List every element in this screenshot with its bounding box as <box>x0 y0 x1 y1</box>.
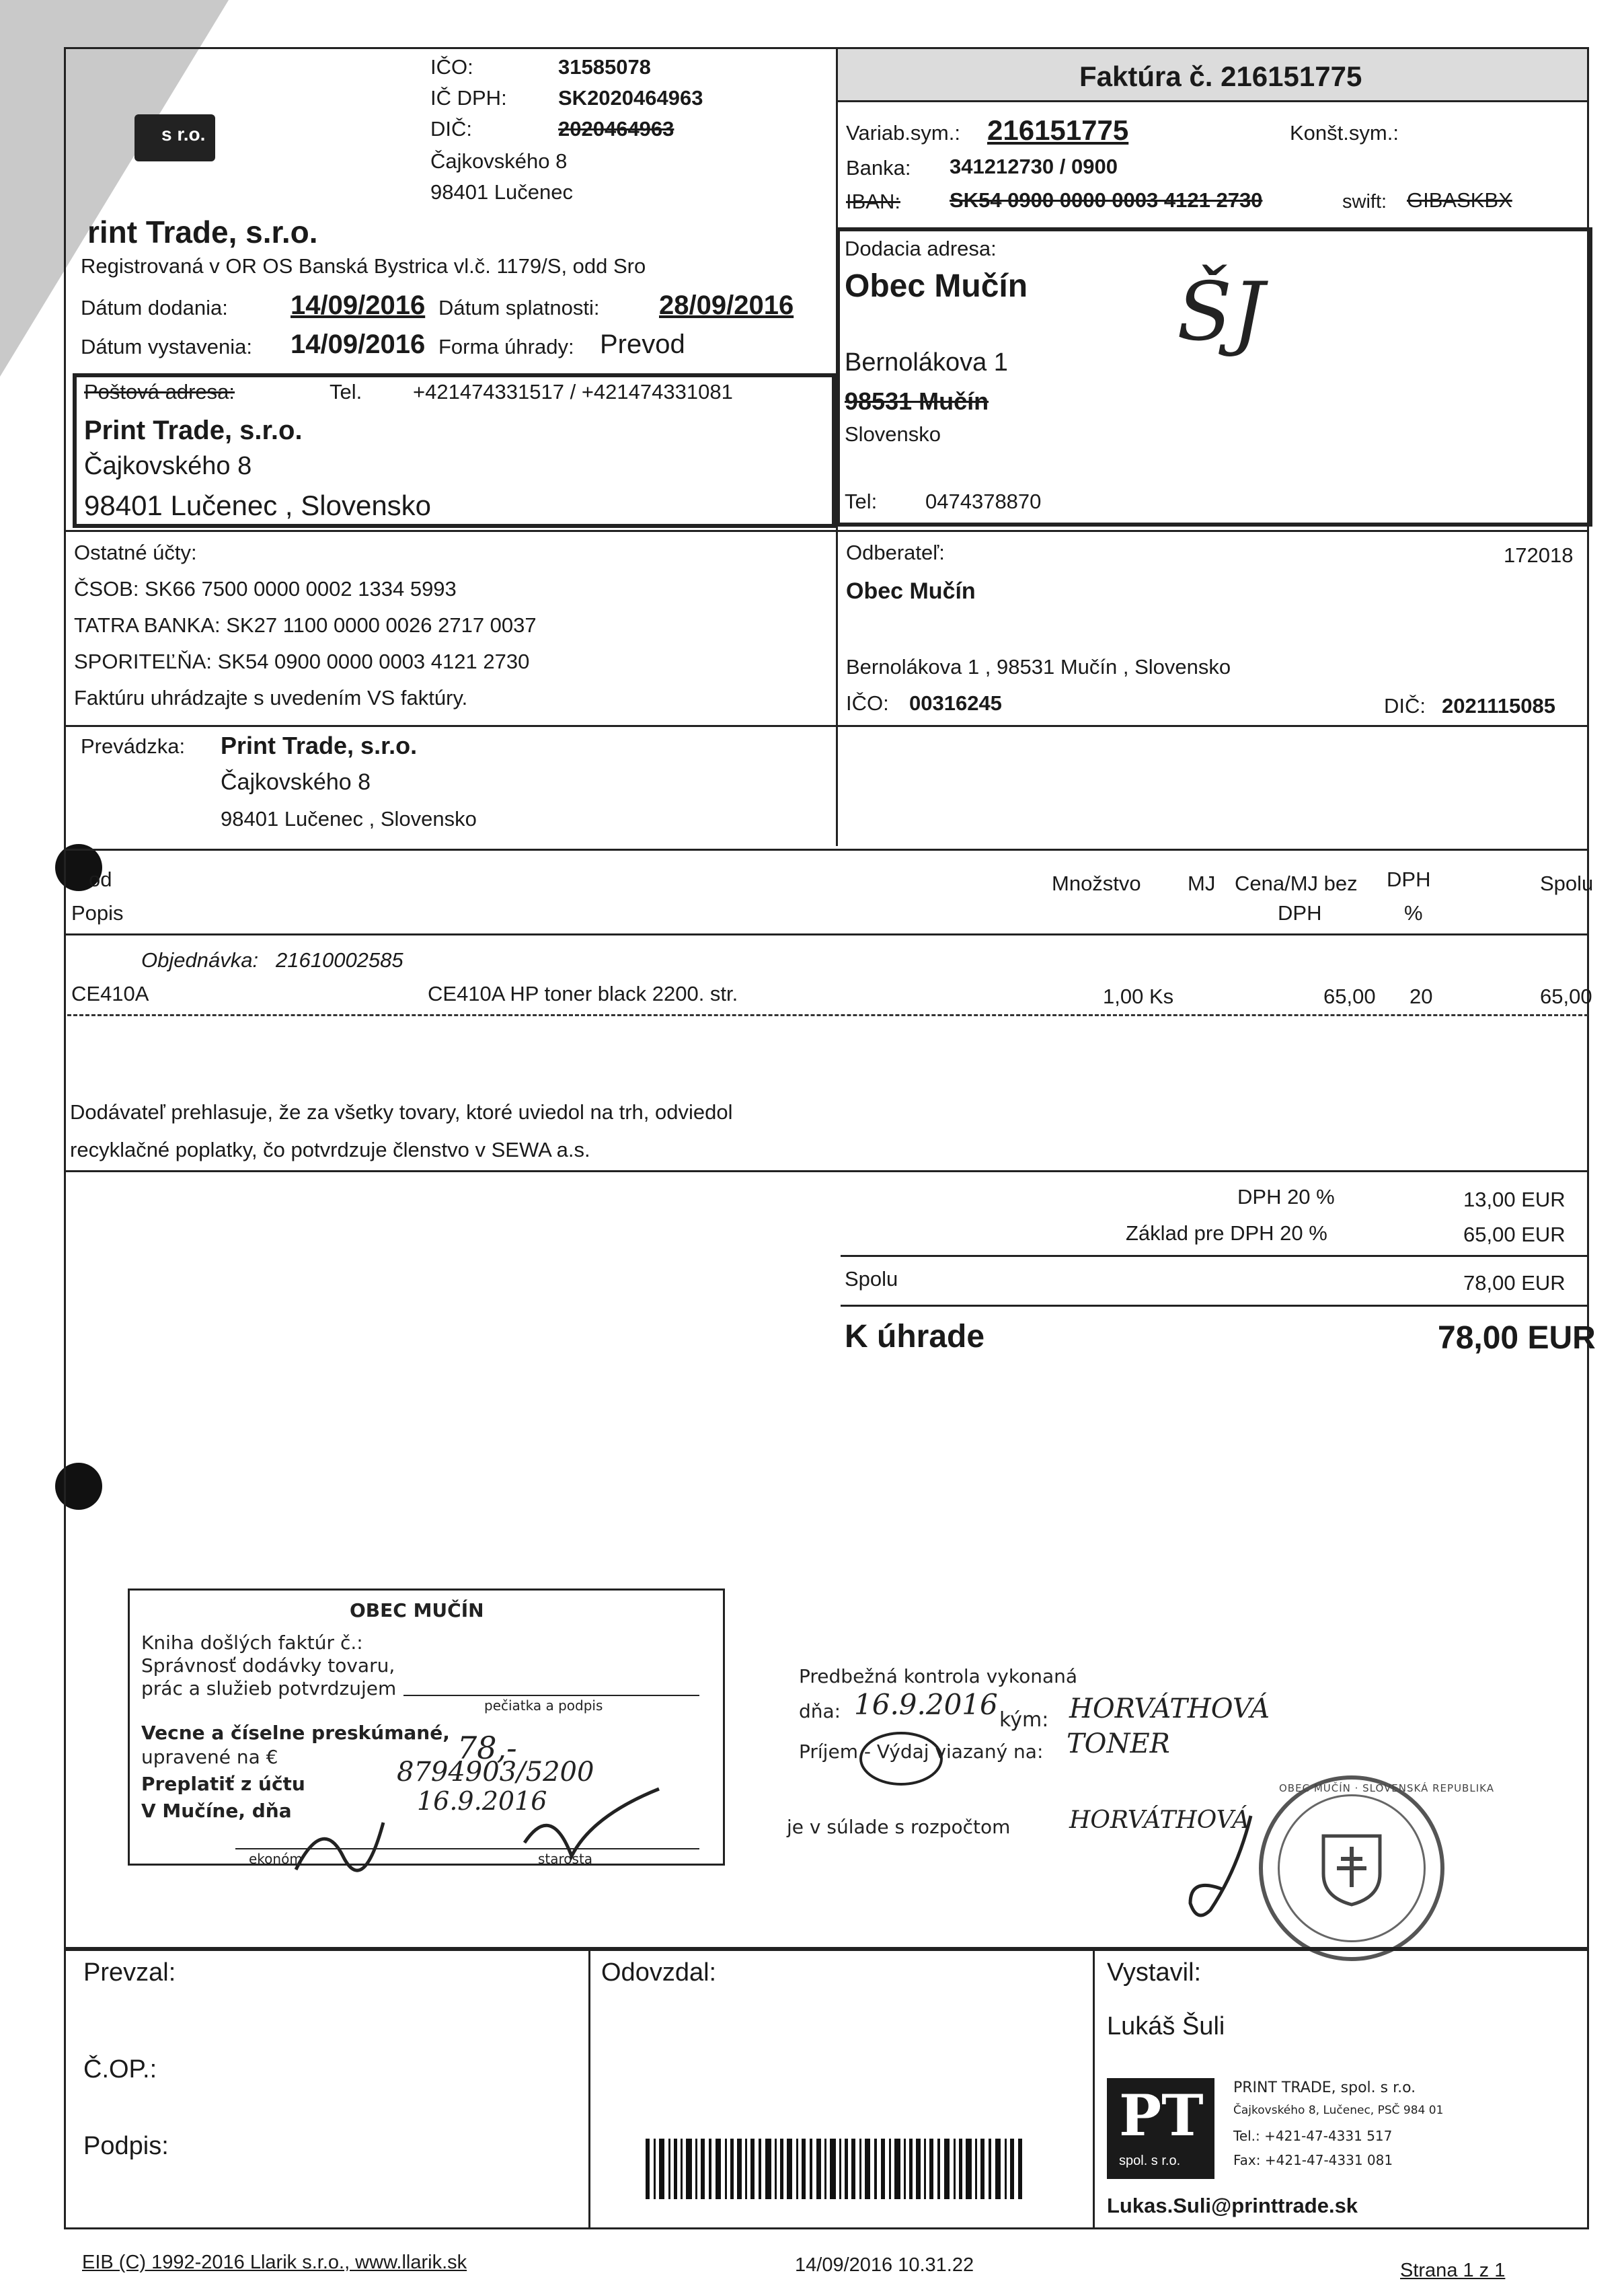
stamp-line1: Kniha došlých faktúr č.: <box>141 1632 363 1654</box>
postal-tel: +421474331517 / +421474331081 <box>413 380 733 404</box>
item-separator <box>67 1014 1588 1016</box>
supplier-street: Čajkovského 8 <box>430 149 568 173</box>
stamp-foot-ekonom: ekonóm <box>249 1851 303 1867</box>
customer-ico-label: IČO: <box>846 691 889 715</box>
customer-name: Obec Mučín <box>846 578 976 604</box>
stamp-amount: 78,- <box>457 1730 517 1766</box>
logo-text: s r.o. <box>161 124 206 145</box>
stamp-line3: prác a služieb potvrdzujem <box>141 1677 397 1699</box>
delivery-tel-label: Tel: <box>845 490 878 513</box>
col-popis: Popis <box>71 901 124 925</box>
col-price-line2: DPH <box>1278 901 1322 925</box>
accounts-label: Ostatné účty: <box>74 541 197 564</box>
account-line-1: ČSOB: SK66 7500 0000 0002 1334 5993 <box>74 577 457 601</box>
recycling-note-line2: recyklačné poplatky, čo potvrdzuje členstvo v SEWA a.s. <box>70 1138 590 1161</box>
stamp-sign-line <box>403 1695 699 1696</box>
invoice-title: Faktúra č. 216151775 <box>1079 61 1362 92</box>
item-quantity: 1,00 Ks <box>1103 985 1174 1008</box>
delivery-street: Bernolákova 1 <box>845 348 1008 377</box>
control-budget: HORVÁTHOVÁ <box>1069 1806 1250 1834</box>
pt-logo-text: PT <box>1119 2082 1204 2149</box>
account-line-3: SPORITEĽŇA: SK54 0900 0000 0003 4121 2730 <box>74 650 530 673</box>
control-who: HORVÁTHOVÁ <box>1069 1693 1270 1724</box>
control-date: 16.9.2016 <box>854 1688 998 1721</box>
stamp-line7: V Mučíne, dňa <box>141 1800 292 1822</box>
signature-stamp-box <box>282 1775 686 1883</box>
item-price: 65,00 <box>1323 985 1376 1008</box>
stamp-date: 16.9.2016 <box>417 1786 547 1816</box>
iban-value: SK54 0900 0000 0003 4121 2730 <box>950 188 1263 212</box>
order-label: Objednávka: <box>141 948 259 972</box>
sum-top-line <box>841 1255 1589 1257</box>
id-card-label: Č.OP.: <box>83 2055 157 2083</box>
pt-tel: Tel.: +421-47-4331 517 <box>1233 2128 1393 2144</box>
item-total: 65,00 <box>1540 985 1592 1008</box>
ico-value: 31585078 <box>558 55 651 79</box>
company-stamp <box>1107 2078 1457 2186</box>
postal-label: Poštová adresa: <box>84 380 235 404</box>
coat-of-arms-icon <box>1321 1833 1383 1907</box>
dic-value: 2020464963 <box>558 117 674 141</box>
postal-tel-label: Tel. <box>330 380 362 404</box>
customer-address: Bernolákova 1 , 98531 Mučín , Slovensko <box>846 655 1231 679</box>
due-date-label: Dátum splatnosti: <box>438 296 600 319</box>
issue-date-label: Dátum vystavenia: <box>81 335 252 358</box>
supplier-logo <box>134 114 215 161</box>
account-note: Faktúru uhrádzajte s uvedením VS faktúry. <box>74 686 468 710</box>
item-description: CE410A HP toner black 2200. str. <box>428 982 738 1005</box>
operation-name: Print Trade, s.r.o. <box>221 732 418 759</box>
delivery-city: 98531 Mučín <box>845 387 989 415</box>
page-number: Strana 1 z 1 <box>1400 2260 1506 2281</box>
amount-due-label: K úhrade <box>845 1319 985 1354</box>
sum-amount: 78,00 EUR <box>1463 1271 1566 1295</box>
col-vat-line1: DPH <box>1387 868 1431 891</box>
bank-value: 341212730 / 0900 <box>950 155 1118 178</box>
pt-fax: Fax: +421-47-4331 081 <box>1233 2152 1393 2168</box>
seal-text: OBEC MUČÍN · SLOVENSKÁ REPUBLIKA <box>1279 1782 1494 1794</box>
delivery-country: Slovensko <box>845 422 941 446</box>
stamp-foot-starosta: starosta <box>538 1851 593 1867</box>
payment-label: Forma úhrady: <box>438 335 574 358</box>
supplier-city: 98401 Lučenec <box>430 180 574 204</box>
postal-name: Print Trade, s.r.o. <box>84 416 303 445</box>
footer-divider-1 <box>588 1947 590 2229</box>
operation-street: Čajkovského 8 <box>221 769 371 795</box>
pt-logo-sub: spol. s r.o. <box>1119 2153 1181 2168</box>
vat-label: DPH 20 % <box>1237 1185 1335 1209</box>
customer-dic: 2021115085 <box>1442 694 1555 718</box>
order-number: 21610002585 <box>276 948 403 972</box>
col-kod: od <box>89 868 112 891</box>
customer-number: 172018 <box>1504 543 1574 567</box>
divider-operation-top <box>64 725 1589 727</box>
pt-logo-icon <box>1107 2078 1214 2179</box>
divider-footer-top <box>64 1947 1589 1951</box>
bank-label: Banka: <box>846 156 911 180</box>
municipal-seal <box>1259 1775 1494 1961</box>
delivery-name: Obec Mučín <box>845 268 1028 304</box>
due-date: 28/09/2016 <box>659 291 794 320</box>
customer-ico: 00316245 <box>909 691 1002 715</box>
handwritten-initials: ŠJ <box>1177 266 1265 359</box>
swift-value: GIBASKBX <box>1407 188 1512 212</box>
pt-company: PRINT TRADE, spol. s r.o. <box>1233 2079 1416 2096</box>
control-line4: je v súlade s rozpočtom <box>787 1816 1011 1838</box>
base-label: Základ pre DPH 20 % <box>1126 1221 1327 1245</box>
control-date-label: dňa: <box>799 1700 841 1722</box>
divider-totals-top <box>64 1170 1589 1172</box>
signature-control <box>1184 1809 1264 1923</box>
dic-label: DIČ: <box>430 117 472 141</box>
col-qty: Množstvo <box>1052 872 1141 895</box>
control-who-label: kým: <box>999 1708 1049 1732</box>
print-timestamp: 14/09/2016 10.31.22 <box>795 2254 974 2276</box>
stamp-line2: Správnosť dodávky tovaru, <box>141 1654 395 1677</box>
item-code: CE410A <box>71 982 149 1005</box>
supplier-name: rint Trade, s.r.o. <box>87 215 318 250</box>
col-price-line1: Cena/MJ bez <box>1235 872 1358 895</box>
operation-label: Prevádzka: <box>81 734 186 758</box>
icdph-label: IČ DPH: <box>430 86 507 110</box>
var-sym-label: Variab.sym.: <box>846 121 960 145</box>
pt-address: Čajkovského 8, Lučenec, PSČ 984 01 <box>1233 2104 1444 2117</box>
signature-label: Podpis: <box>83 2132 169 2160</box>
sum-bottom-line <box>841 1305 1589 1307</box>
amount-due: 78,00 EUR <box>1438 1320 1596 1356</box>
delivery-date: 14/09/2016 <box>291 291 426 320</box>
stamp-sig-note: pečiatka a podpis <box>484 1697 603 1714</box>
account-line-2: TATRA BANKA: SK27 1100 0000 0026 2717 0037 <box>74 613 537 637</box>
swift-label: swift: <box>1342 191 1387 213</box>
footer-divider-2 <box>1093 1947 1095 2229</box>
var-sym: 216151775 <box>987 114 1129 146</box>
postal-street: Čajkovského 8 <box>84 452 252 480</box>
item-vat: 20 <box>1409 985 1433 1008</box>
received-label: Prevzal: <box>83 1958 176 1987</box>
recycling-note-line1: Dodávateľ prehlasuje, že za všetky tovary, ktoré uviedol na trh, odviedol <box>70 1100 733 1124</box>
col-mj: MJ <box>1188 872 1216 895</box>
control-linked: TONER <box>1067 1728 1170 1759</box>
col-total: Spolu <box>1540 872 1594 895</box>
vat-amount: 13,00 EUR <box>1463 1188 1566 1211</box>
konst-sym-label: Konšt.sym.: <box>1290 121 1399 145</box>
divider-items-top <box>64 849 1589 851</box>
ico-label: IČO: <box>430 55 473 79</box>
divider-accounts-top <box>64 530 1589 532</box>
postal-city: 98401 Lučenec , Slovensko <box>84 490 432 521</box>
delivery-label: Dodacia adresa: <box>845 237 997 260</box>
handed-over-label: Odovzdal: <box>601 1958 717 1987</box>
supplier-registration: Registrovaná v OR OS Banská Bystrica vl.č. 1179/S, odd Sro <box>81 254 646 278</box>
delivery-date-label: Dátum dodania: <box>81 296 228 319</box>
base-amount: 65,00 EUR <box>1463 1223 1566 1246</box>
iban-label: IBAN: <box>846 190 900 213</box>
issuer-name: Lukáš Šuli <box>1107 2012 1225 2040</box>
issue-date: 14/09/2016 <box>291 330 426 359</box>
control-line1: Predbežná kontrola vykonaná <box>799 1665 1078 1687</box>
control-line3: Príjem - Výdaj viazaný na: <box>799 1740 1044 1763</box>
stamp-account: 8794903/5200 <box>397 1757 594 1788</box>
customer-label: Odberateľ: <box>846 541 945 564</box>
delivery-tel: 0474378870 <box>925 490 1042 513</box>
barcode <box>646 2139 1022 2199</box>
issuer-email: Lukas.Suli@printtrade.sk <box>1107 2194 1358 2217</box>
circled-word <box>854 1728 948 1789</box>
issued-by-label: Vystavil: <box>1107 1958 1202 1987</box>
stamp-title: OBEC MUČÍN <box>350 1599 484 1621</box>
software-credit: EIB (C) 1992-2016 Llarik s.r.o., www.llarik.sk <box>82 2252 467 2273</box>
sum-label: Spolu <box>845 1267 898 1291</box>
stamp-line6: Preplatiť z účtu <box>141 1773 305 1795</box>
customer-dic-label: DIČ: <box>1384 694 1426 718</box>
operation-city: 98401 Lučenec , Slovensko <box>221 807 477 831</box>
col-vat-line2: % <box>1404 901 1423 925</box>
payment-method: Prevod <box>600 330 685 359</box>
stamp-line4: Vecne a číselne preskúmané, <box>141 1722 450 1744</box>
stamp-line5: upravené na € <box>141 1746 278 1768</box>
icdph-value: SK2020464963 <box>558 86 703 110</box>
items-header-line <box>64 933 1589 935</box>
